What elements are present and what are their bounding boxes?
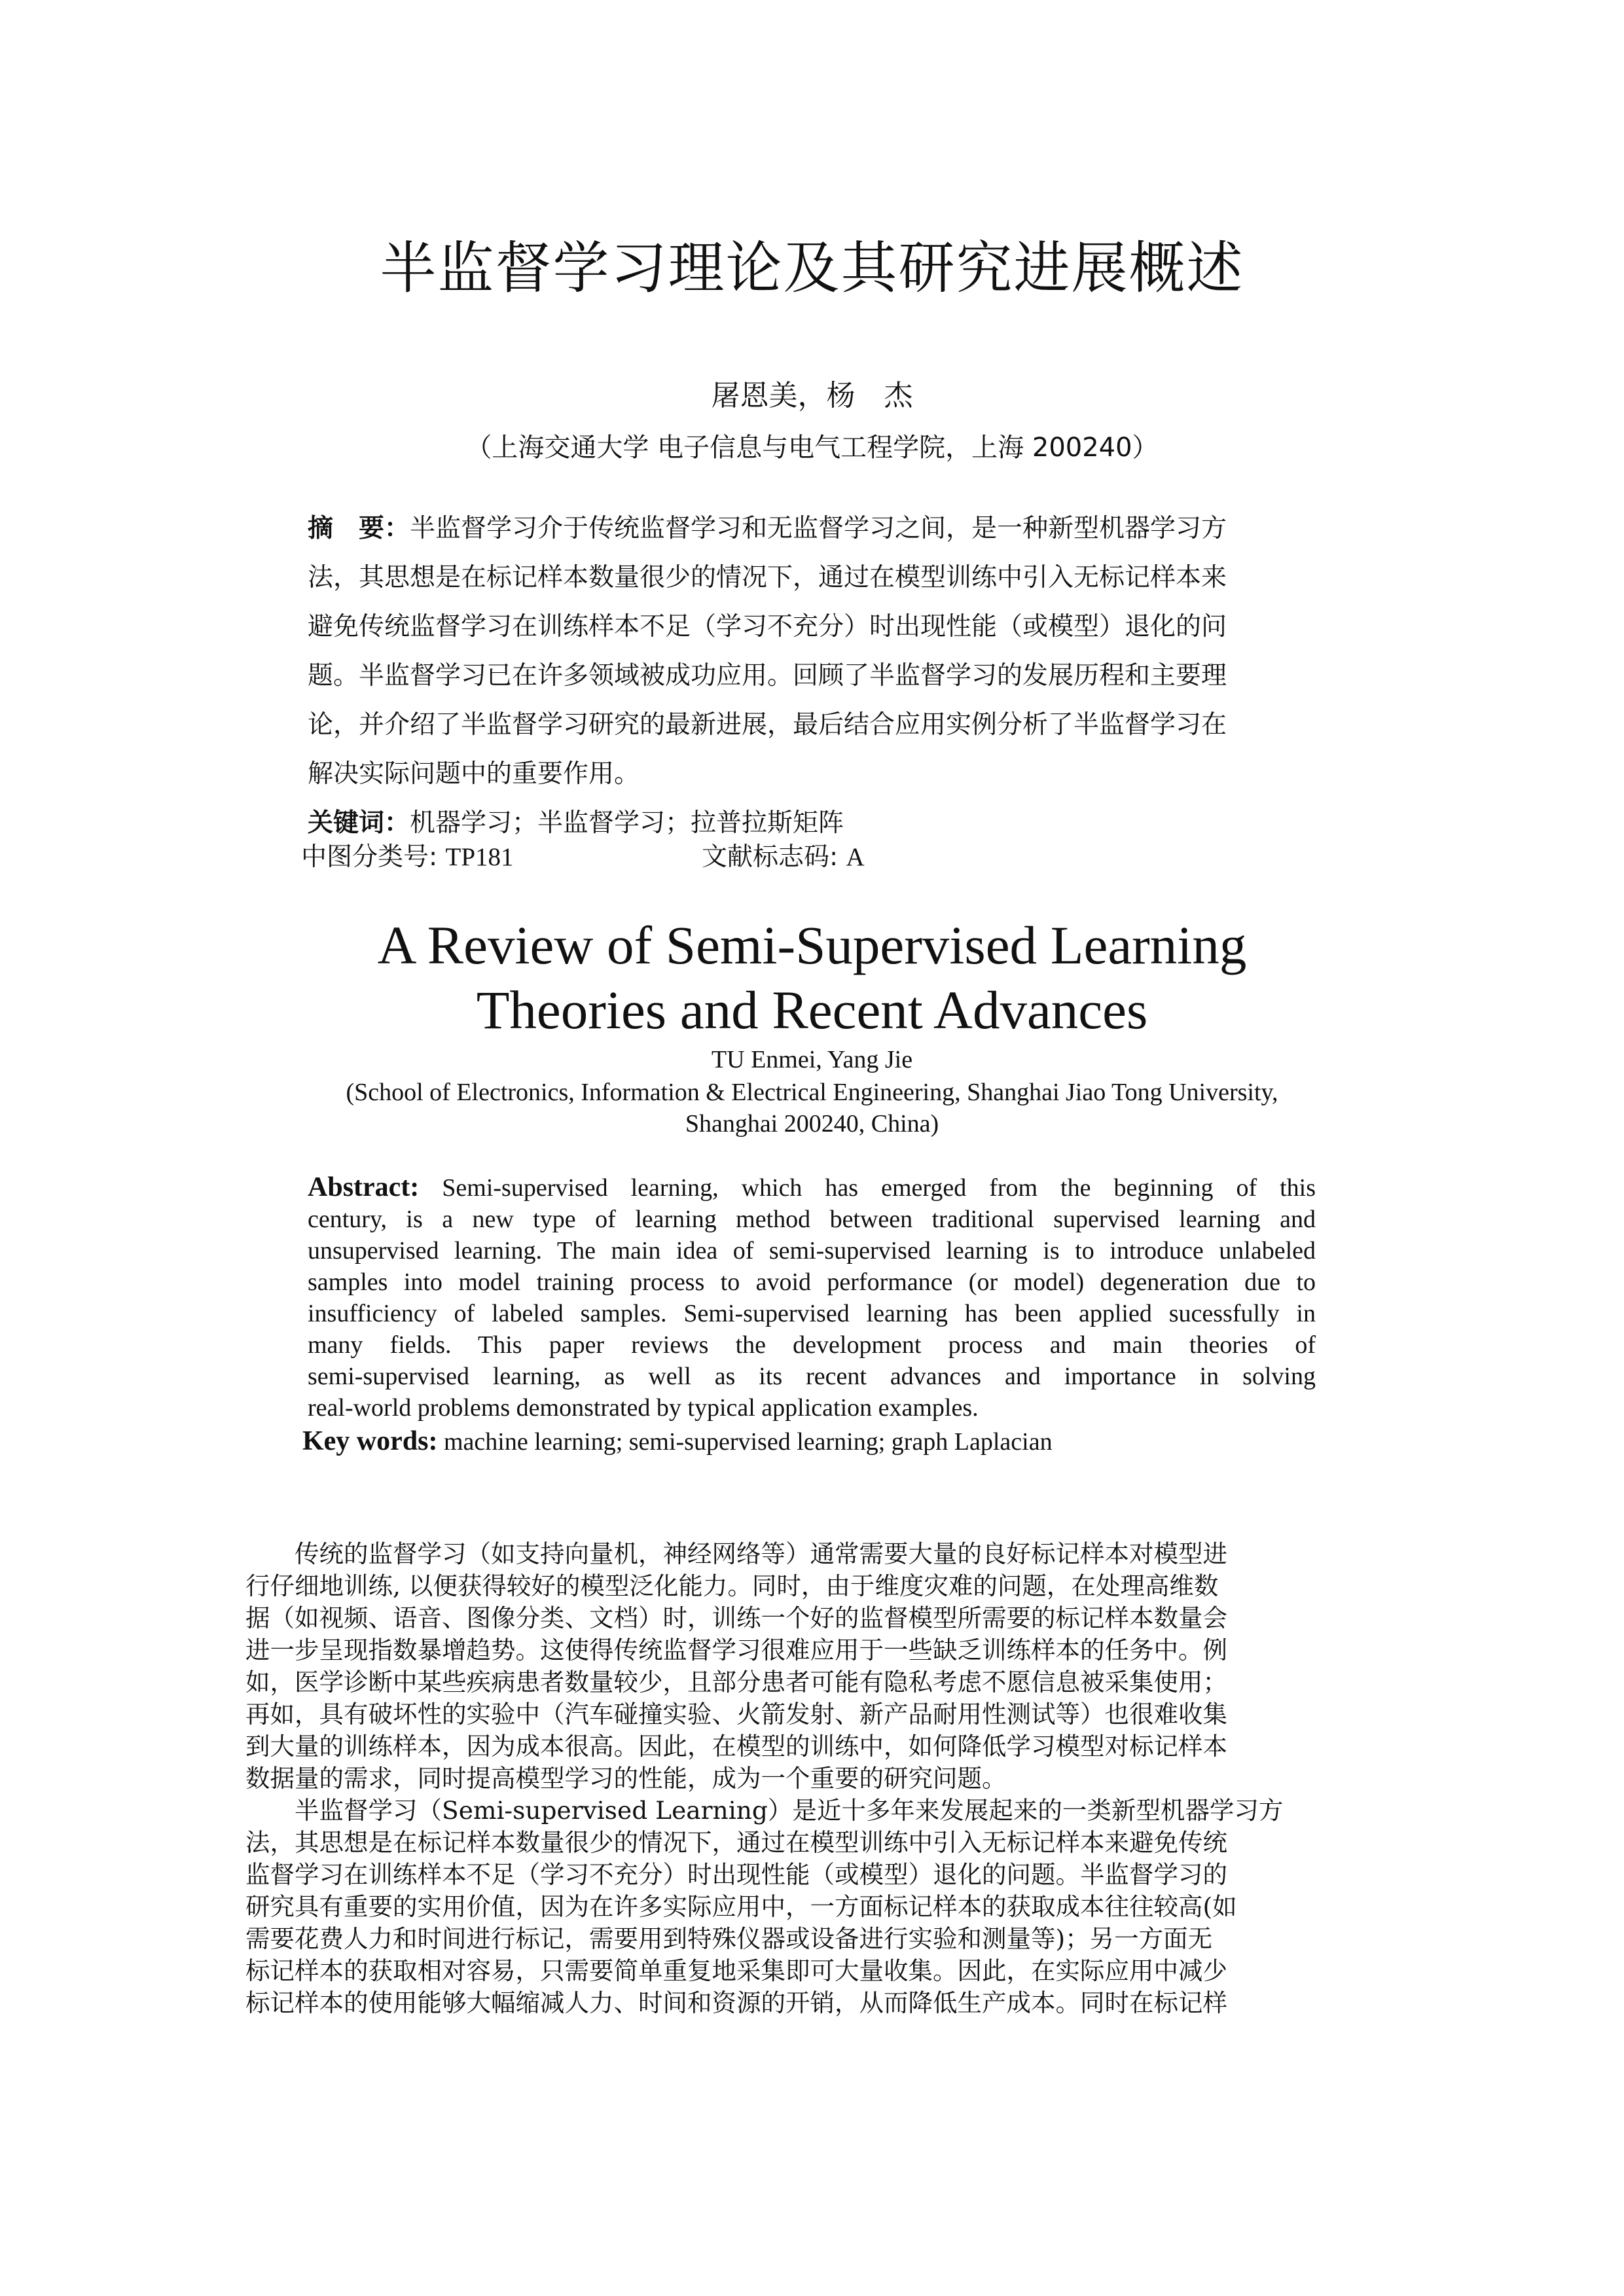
body-line: 标记样本的使用能够大幅缩减人力、时间和资源的开销，从而降低生产成本。同时在标记样 (245, 1988, 1227, 2017)
english-title-line: Theories and Recent Advances (476, 980, 1148, 1040)
chinese-abstract (308, 504, 1316, 848)
english-abstract-label: Abstract: (308, 1172, 420, 1202)
body-line: 再如，具有破坏性的实验中（汽车碰撞实验、火箭发射、新产品耐用性测试等）也很难收集 (245, 1700, 1227, 1729)
body-line: 标记样本的获取相对容易，只需要简单重复地采集即可大量收集。因此，在实际应用中减少 (245, 1956, 1227, 1985)
english-title (0, 913, 1624, 1043)
body-line: 法，其思想是在标记样本数量很少的情况下，通过在模型训练中引入无标记样本来避免传统 (245, 1828, 1227, 1857)
english-authors: TU Enmei, Yang Jie (711, 1046, 913, 1073)
body-line: 行仔细地训练, 以便获得较好的模型泛化能力。同时，由于维度灾难的问题，在处理高维数 (245, 1571, 1219, 1600)
english-abstract (308, 1172, 1316, 1424)
english-abstract-line (308, 1172, 1316, 1204)
body-line: 据（如视频、语音、图像分类、文档）时，训练一个好的监督模型所需要的标记样本数量会 (245, 1604, 1227, 1632)
english-abstract-line: century, is a new type of learning method between traditional supervised learning and (308, 1206, 1316, 1233)
english-abstract-line: samples into model training process to avoid performance (or model) degeneration due to (308, 1268, 1316, 1296)
classification-value: TP181 (445, 843, 514, 871)
chinese-affiliation: （上海交通大学 电子信息与电气工程学院，上海 200240） (465, 433, 1159, 463)
body-text (245, 1538, 1381, 2019)
english-title-line: A Review of Semi-Supervised Learning (377, 915, 1247, 975)
body-line: 如，医学诊断中某些疾病患者数量较少，且部分患者可能有隐私考虑不愿信息被采集使用； (245, 1668, 1227, 1696)
body-line: 数据量的需求，同时提高模型学习的性能，成为一个重要的研究问题。 (245, 1764, 1007, 1793)
chinese-abstract-line (308, 504, 1316, 553)
english-abstract-line: semi-supervised learning, as well as its recent advances and importance in solving (308, 1363, 1316, 1390)
chinese-abstract-text: 半监督学习介于传统监督学习和无监督学习之间，是一种新型机器学习方 (410, 514, 1227, 543)
english-abstract-line: unsupervised learning. The main idea of semi-supervised learning is to introduce unlabeled (308, 1237, 1316, 1265)
chinese-keywords-label: 关键词： (308, 808, 410, 838)
document-code-label: 文献标志码: (702, 842, 839, 872)
chinese-abstract-label: 摘 要： (308, 514, 410, 543)
body-line: 需要花费人力和时间进行标记，需要用到特殊仪器或设备进行实验和测量等)；另一方面无 (245, 1924, 1213, 1953)
english-abstract-text: Semi-supervised learning, which has emerged from the beginning of this (442, 1174, 1316, 1202)
english-keywords-text: machine learning; semi-supervised learning; graph Laplacian (443, 1428, 1053, 1456)
chinese-abstract-line: 解决实际问题中的重要作用。 (308, 759, 640, 789)
body-line: 到大量的训练样本，因为成本很高。因此，在模型的训练中，如何降低学习模型对标记样本 (245, 1732, 1227, 1761)
body-line: 半监督学习（Semi-supervised Learning）是近十多年来发展起来的一类新型机器学习方 (245, 1796, 1284, 1825)
chinese-title: 半监督学习理论及其研究进展概述 (380, 236, 1244, 301)
english-keywords (302, 1426, 1053, 1457)
english-affiliation (0, 1077, 1624, 1139)
classification-label: 中图分类号: (301, 842, 438, 872)
classification-line (301, 836, 865, 873)
english-abstract-line: insufficiency of labeled samples. Semi-supervised learning has been applied sucessfully in (308, 1300, 1316, 1327)
document-code-value: A (846, 843, 865, 871)
body-line: 监督学习在训练样本不足（学习不充分）时出现性能（或模型）退化的问题。半监督学习的 (245, 1860, 1227, 1889)
english-affiliation-line: (School of Electronics, Information & Electrical Engineering, Shanghai Jiao Tong University, (346, 1079, 1278, 1106)
chinese-abstract-line: 论，并介绍了半监督学习研究的最新进展，最后结合应用实例分析了半监督学习在 (308, 710, 1227, 740)
english-affiliation-line: Shanghai 200240, China) (685, 1110, 939, 1138)
chinese-authors: 屠恩美，杨 杰 (711, 379, 913, 412)
chinese-keywords-text: 机器学习；半监督学习；拉普拉斯矩阵 (410, 808, 844, 838)
chinese-abstract-line: 避免传统监督学习在训练样本不足（学习不充分）时出现性能（或模型）退化的问 (308, 612, 1227, 641)
body-line: 研究具有重要的实用价值，因为在许多实际应用中，一方面标记样本的获取成本往往较高(如 (245, 1892, 1237, 1921)
chinese-abstract-line: 法，其思想是在标记样本数量很少的情况下，通过在模型训练中引入无标记样本来 (308, 563, 1227, 592)
document-code (702, 836, 865, 873)
body-line: 进一步呈现指数暴增趋势。这使得传统监督学习很难应用于一些缺乏训练样本的任务中。例 (245, 1636, 1227, 1664)
english-keywords-label: Key words: (302, 1426, 438, 1456)
chinese-abstract-line: 题。半监督学习已在许多领域被成功应用。回顾了半监督学习的发展历程和主要理 (308, 661, 1227, 691)
english-abstract-line: real-world problems demonstrated by typical application examples. (308, 1394, 979, 1422)
english-abstract-line: many fields. This paper reviews the development process and main theories of (308, 1331, 1316, 1359)
body-line: 传统的监督学习（如支持向量机，神经网络等）通常需要大量的良好标记样本对模型进 (245, 1539, 1227, 1568)
